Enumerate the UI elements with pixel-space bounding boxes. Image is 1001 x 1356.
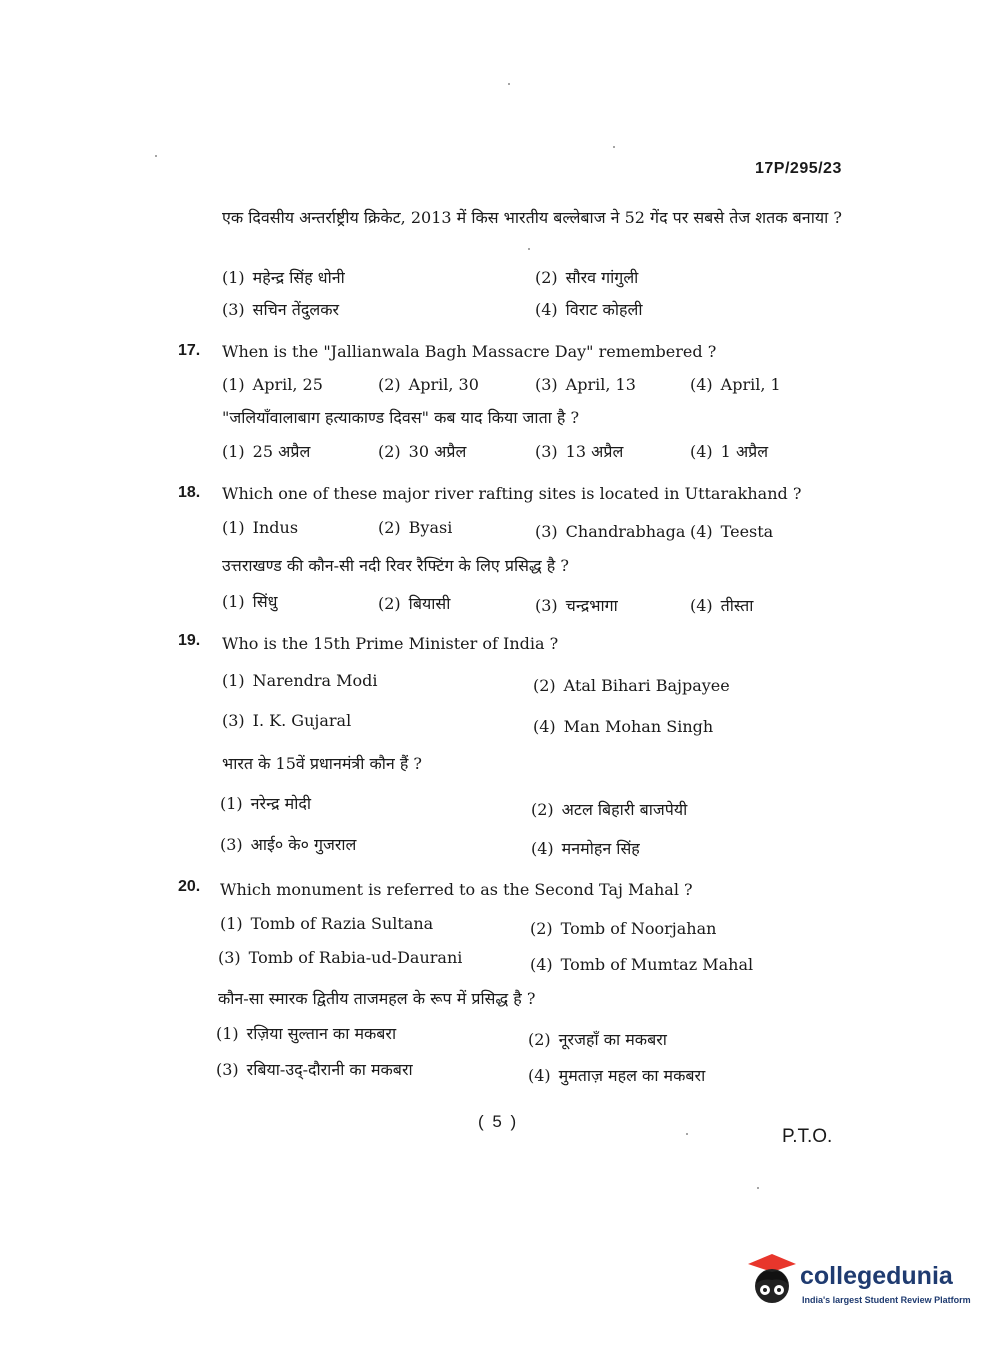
- q17-option-4-hi: (4) 1 अप्रैल: [690, 442, 769, 461]
- q17-text-hi: "जलियाँवालाबाग हत्याकाण्ड दिवस" कब याद किया जाता है ?: [222, 408, 580, 427]
- q18-option-2-en: (2) Byasi: [378, 518, 453, 537]
- q16-option-3: (3) सचिन तेंदुलकर: [222, 300, 340, 319]
- page-number: ( 5 ): [478, 1112, 519, 1131]
- q17-option-2-en: (2) April, 30: [378, 375, 479, 394]
- q18-number: 18.: [178, 484, 201, 501]
- q19-option-3-hi: (3) आई० के० गुजराल: [220, 835, 357, 854]
- q18-option-3-hi: (3) चन्द्रभागा: [535, 596, 618, 615]
- q19-text-hi: भारत के 15वें प्रधानमंत्री कौन हैं ?: [222, 754, 423, 773]
- scan-speck: [508, 83, 510, 85]
- q17-option-2-hi: (2) 30 अप्रैल: [378, 442, 467, 461]
- q20-text-en: Which monument is referred to as the Second Taj Mahal ?: [220, 880, 693, 899]
- q17-option-3-en: (3) April, 13: [535, 375, 636, 394]
- q19-option-4-en: (4) Man Mohan Singh: [533, 717, 714, 736]
- q17-option-1-hi: (1) 25 अप्रैल: [222, 442, 311, 461]
- q19-option-1-en: (1) Narendra Modi: [222, 671, 378, 690]
- q20-option-2-hi: (2) नूरजहाँ का मकबरा: [528, 1030, 667, 1049]
- q16-option-2: (2) सौरव गांगुली: [535, 268, 639, 287]
- scan-speck: [686, 1133, 688, 1135]
- q18-option-3-en: (3) Chandrabhaga: [535, 522, 686, 541]
- q18-text-hi: उत्तराखण्ड की कौन-सी नदी रिवर रैफ्टिंग के लिए प्रसिद्ध है ?: [222, 556, 569, 575]
- q19-number: 19.: [178, 632, 201, 649]
- q19-option-2-hi: (2) अटल बिहारी बाजपेयी: [531, 800, 688, 819]
- pto-label: P.T.O.: [782, 1126, 833, 1147]
- q17-option-3-hi: (3) 13 अप्रैल: [535, 442, 624, 461]
- q16-text-hi: एक दिवसीय अन्तर्राष्ट्रीय क्रिकेट, 2013 में किस भारतीय बल्लेबाज ने 52 गेंद पर सबसे तेज शतक बनाया ?: [222, 208, 842, 227]
- q17-option-1-en: (1) April, 25: [222, 375, 323, 394]
- q16-option-4: (4) विराट कोहली: [535, 300, 643, 319]
- q19-text-en: Who is the 15th Prime Minister of India ?: [222, 634, 559, 653]
- paper-code: 17P/295/23: [755, 160, 842, 177]
- q20-option-2-en: (2) Tomb of Noorjahan: [530, 919, 717, 938]
- q19-option-1-hi: (1) नरेन्द्र मोदी: [220, 794, 311, 813]
- q20-text-hi: कौन-सा स्मारक द्वितीय ताजमहल के रूप में प्रसिद्ध है ?: [218, 989, 536, 1008]
- brand-tagline: India's largest Student Review Platform: [802, 1295, 971, 1305]
- scan-speck: [155, 155, 157, 157]
- q17-text-en: When is the "Jallianwala Bagh Massacre Day" remembered ?: [222, 342, 717, 361]
- q19-option-3-en: (3) I. K. Gujaral: [222, 711, 352, 730]
- q20-option-1-hi: (1) रज़िया सुल्तान का मकबरा: [216, 1024, 397, 1043]
- scan-speck: [528, 248, 530, 250]
- collegedunia-watermark: [742, 1250, 972, 1314]
- q17-number: 17.: [178, 342, 201, 359]
- q18-option-4-hi: (4) तीस्ता: [690, 596, 754, 615]
- q20-option-3-en: (3) Tomb of Rabia-ud-Daurani: [218, 948, 463, 967]
- q19-option-2-en: (2) Atal Bihari Bajpayee: [533, 676, 730, 695]
- q17-option-4-en: (4) April, 1: [690, 375, 781, 394]
- q20-option-4-hi: (4) मुमताज़ महल का मकबरा: [528, 1066, 706, 1085]
- collegedunia-mascot-icon: [742, 1250, 800, 1314]
- q20-option-3-hi: (3) रबिया-उद्-दौरानी का मकबरा: [216, 1060, 413, 1079]
- q20-option-4-en: (4) Tomb of Mumtaz Mahal: [530, 955, 754, 974]
- scan-speck: [613, 146, 615, 148]
- q18-option-1-hi: (1) सिंधु: [222, 592, 278, 611]
- q16-option-1: (1) महेन्द्र सिंह धोनी: [222, 268, 345, 287]
- q18-option-1-en: (1) Indus: [222, 518, 299, 537]
- q20-number: 20.: [178, 878, 201, 895]
- q18-option-2-hi: (2) बियासी: [378, 594, 451, 613]
- q19-option-4-hi: (4) मनमोहन सिंह: [531, 839, 640, 858]
- q18-text-en: Which one of these major river rafting sites is located in Uttarakhand ?: [222, 484, 802, 503]
- scan-speck: [757, 1187, 759, 1189]
- q18-option-4-en: (4) Teesta: [690, 522, 774, 541]
- brand-name: collegedunia: [800, 1262, 953, 1290]
- q20-option-1-en: (1) Tomb of Razia Sultana: [220, 914, 434, 933]
